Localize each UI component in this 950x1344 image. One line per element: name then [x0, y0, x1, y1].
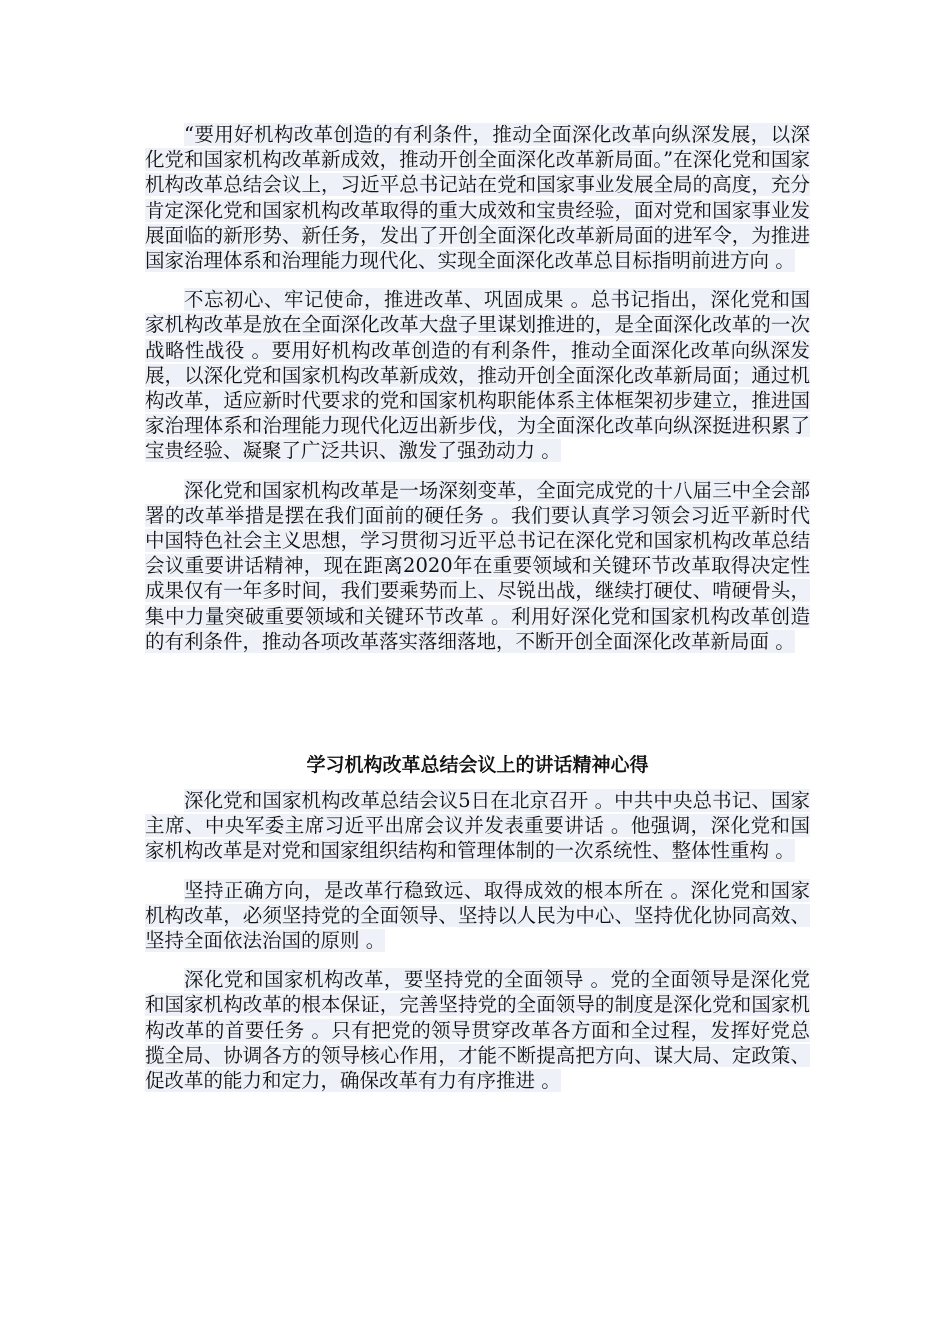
paragraph-text: 不忘初心、牢记使命，推进改革、巩固成果 。总书记指出，深化党和国家机构改革是放在全面深化改革大盘子里谋划推进的，是全面深化改革的一次战略性战役 。要用好机构改革创造的有利条件，推动全面深化改革向纵深发展，以深化党和国家机构改革新成效，推动开创全面深化改革新局面；通过机构改革，适应新时代要求的党和国家机构职能体系主体框架初步建立，推进国家治理体系和治理能力现代化迈出新步伐，为全面深化改革向纵深挺进积累了宝贵经验、凝聚了广泛共识、激发了强劲动力 。 [145, 288, 810, 463]
paragraph [145, 788, 810, 864]
paragraph [145, 122, 810, 273]
paragraph-text: 深化党和国家机构改革总结会议5日在北京召开 。中共中央总书记、国家主席、中央军委主席习近平出席会议并发表重要讲话 。他强调，深化党和国家机构改革是对党和国家组织结构和管理体制的一次系统性、整体性重构 。 [145, 789, 810, 863]
paragraph-text: 坚持正确方向，是改革行稳致远、取得成效的根本所在 。深化党和国家机构改革，必须坚持党的全面领导、坚持以人民为中心、坚持优化协同高效、坚持全面依法治国的原则 。 [145, 878, 810, 953]
paragraph [145, 287, 810, 463]
paragraph-text: “要用好机构改革创造的有利条件，推动全面深化改革向纵深发展，以深化党和国家机构改革新成效，推动开创全面深化改革新局面。”在深化党和国家机构改革总结会议上，习近平总书记站在党和国家事业发展全局的高度，充分肯定深化党和国家机构改革取得的重大成效和宝贵经验，面对党和国家事业发展面临的新形势、新任务，发出了开创全面深化改革新局面的进军令，为推进国家治理体系和治理能力现代化、实现全面深化改革总目标指明前进方向 。 [145, 123, 810, 273]
paragraph-text: 深化党和国家机构改革是一场深刻变革，全面完成党的十八届三中全会部署的改革举措是摆在我们面前的硬任务 。我们要认真学习领会习近平新时代中国特色社会主义思想，学习贯彻习近平总书记在深化党和国家机构改革总结会议重要讲话精神，现在距离2020年在重要领域和关键环节改革取得决定性成果仅有一年多时间，我们要乘势而上、尽锐出战，继续打硬仗、啃硬骨头，集中力量突破重要领域和关键环节改革 。利用好深化党和国家机构改革创造的有利条件，推动各项改革落实落细落地，不断开创全面深化改革新局面 。 [145, 478, 810, 653]
paragraph-text: 深化党和国家机构改革，要坚持党的全面领导 。党的全面领导是深化党和国家机构改革的根本保证，完善坚持党的全面领导的制度是深化党和国家机构改革的首要任务 。只有把党的领导贯穿改革各方面和全过程，发挥好党总揽全局、协调各方的领导核心作用，才能不断提高把方向、谋大局、定政策、促改革的能力和定力，确保改革有力有序推进 。 [145, 968, 810, 1093]
paragraph [145, 878, 810, 954]
section-heading: 学习机构改革总结会议上的讲话精神心得 [306, 754, 649, 777]
paragraph [145, 478, 810, 654]
section-spacer [145, 668, 810, 752]
document-page [145, 122, 810, 1107]
section-two [145, 752, 810, 1093]
paragraph [145, 967, 810, 1093]
section-one [145, 122, 810, 654]
